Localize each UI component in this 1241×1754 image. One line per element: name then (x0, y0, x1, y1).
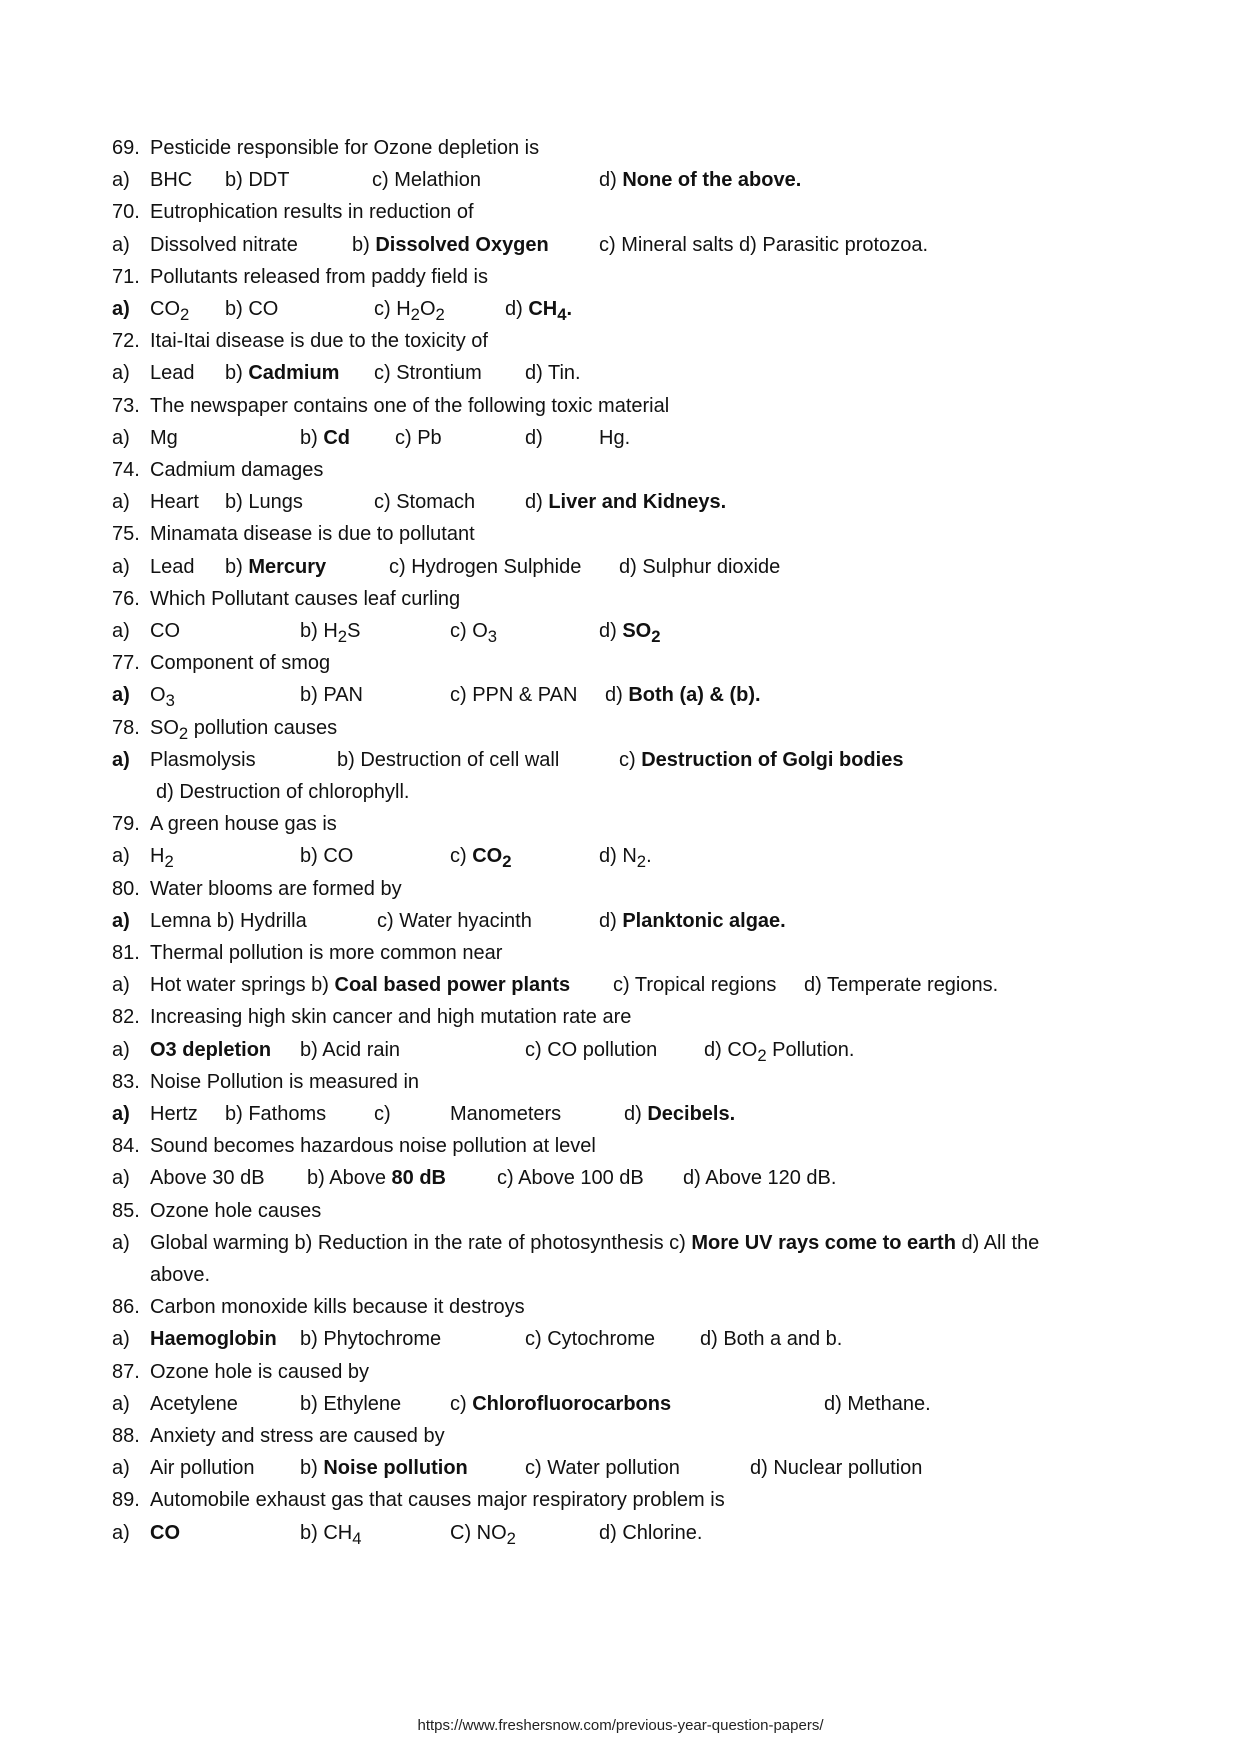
option: Lead (150, 362, 195, 385)
option: Dissolved nitrate (150, 233, 298, 256)
option: c) (374, 1103, 391, 1125)
option: c) CO pollution (525, 1038, 658, 1061)
option: d) Sulphur dioxide (619, 555, 781, 578)
question-text: Automobile exhaust gas that causes major respiratory problem is (150, 1489, 725, 1512)
option: d) Tin. (525, 362, 581, 385)
question-number: 73. (112, 394, 140, 417)
option-label: a) (112, 1038, 130, 1061)
question-text: Component of smog (150, 652, 331, 675)
question-text: Thermal pollution is more common near (150, 942, 503, 964)
option-continuation: d) Destruction of chlorophyll. (156, 781, 410, 803)
option: Lead (150, 555, 195, 578)
question-text: Increasing high skin cancer and high mutation rate are (150, 1006, 632, 1029)
option: C) $NO_2$ (450, 1521, 516, 1548)
option-label: a) (112, 1103, 130, 1125)
option-label: a) (112, 845, 130, 868)
question-number: 71. (112, 265, 140, 288)
option: BHC (150, 169, 193, 192)
question-number: 77. (112, 652, 140, 675)
question-text: Water blooms are formed by (150, 877, 402, 900)
option: b) Cd (300, 426, 351, 449)
option: b) PAN (300, 684, 363, 707)
option: c) Hydrogen Sulphide (389, 555, 582, 578)
option: b) CO (300, 845, 354, 868)
option: d) Planktonic algae. (599, 909, 786, 932)
option: c) Destruction of Golgi bodies (619, 748, 904, 771)
option: Hertz (150, 1103, 198, 1125)
option-label: a) (112, 298, 130, 320)
option: c) Stomach (374, 491, 476, 514)
option: b) Above 80 dB (307, 1167, 446, 1190)
question-text: Pesticide responsible for Ozone depletion is (150, 137, 540, 159)
question-number: 80. (112, 877, 140, 900)
option: c) $CO_2$ (450, 845, 512, 872)
option: d) None of the above. (599, 169, 802, 192)
question-number: 84. (112, 1135, 140, 1158)
question-text: Sound becomes hazardous noise pollution at level (150, 1135, 596, 1158)
option: $O_3$ (150, 684, 175, 711)
question-text: Ozone hole is caused by (150, 1360, 370, 1383)
option: d) Both (a) & (b). (605, 684, 761, 707)
option-continuation: above. (150, 1264, 211, 1286)
question-text: Anxiety and stress are caused by (150, 1425, 445, 1447)
option: Air pollution (150, 1457, 255, 1480)
option-label: a) (112, 491, 130, 514)
option: c) Melathion (372, 169, 481, 192)
option: c) Cytochrome (525, 1328, 656, 1351)
question-number: 89. (112, 1489, 140, 1512)
question-number: 72. (112, 330, 140, 353)
option: Manometers (450, 1103, 562, 1125)
option: c) Mineral salts d) Parasitic protozoa. (599, 233, 929, 256)
footer-url: https://www.freshersnow.com/previous-year-question-papers/ (417, 1717, 824, 1734)
option: d) $SO_2$ (599, 620, 661, 646)
question-number: 82. (112, 1006, 140, 1029)
question-text: $SO_2$ pollution causes (150, 716, 338, 743)
option: CO (150, 1521, 180, 1544)
option: c) Water hyacinth (377, 909, 532, 932)
option-label: a) (112, 1457, 130, 1480)
option: d) Temperate regions. (804, 974, 999, 997)
option: b) Destruction of cell wall (337, 748, 560, 771)
option-label: a) (112, 684, 130, 707)
option: Heart (150, 491, 199, 514)
option: Hot water springs b) Coal based power plants (150, 974, 571, 997)
option: b) Dissolved Oxygen (352, 233, 549, 256)
option-label: a) (112, 1392, 130, 1415)
option: c) $H_2O_2$ (374, 298, 445, 324)
option-label: a) (112, 362, 130, 385)
option: d) $CH_4$. (505, 298, 573, 324)
option: d) Both a and b. (700, 1328, 843, 1351)
question-number: 86. (112, 1296, 140, 1319)
option: $CO_2$ (150, 298, 190, 324)
option-label: a) (112, 974, 130, 997)
option: d) Methane. (824, 1392, 931, 1415)
option: b) $CH_4$ (300, 1521, 362, 1548)
question-number: 69. (112, 137, 140, 159)
option: Plasmolysis (150, 748, 256, 771)
question-text: Carbon monoxide kills because it destroys (150, 1296, 525, 1319)
option: Mg (150, 426, 178, 449)
option: Lemna b) Hydrilla (150, 909, 307, 932)
option: b) Mercury (225, 555, 327, 578)
option: c) Strontium (374, 362, 482, 385)
option: CO (150, 620, 180, 642)
question-text: Ozone hole causes (150, 1199, 322, 1222)
option: b) Fathoms (225, 1103, 327, 1125)
question-number: 75. (112, 523, 140, 546)
option-label: a) (112, 1328, 130, 1351)
option-label: a) (112, 748, 130, 771)
option: b) CO (225, 298, 279, 320)
option: Above 30 dB (150, 1167, 265, 1190)
option: c) Pb (395, 426, 442, 449)
question-text: The newspaper contains one of the following toxic material (150, 394, 670, 417)
option: c) $O_3$ (450, 620, 498, 646)
option-label: a) (112, 426, 130, 449)
option: d) Decibels. (624, 1103, 736, 1125)
option-label: a) (112, 1521, 130, 1544)
option: b) Noise pollution (300, 1457, 468, 1480)
question-number: 85. (112, 1199, 140, 1222)
question-number: 78. (112, 716, 140, 739)
option: b) Ethylene (300, 1392, 402, 1415)
question-text: Eutrophication results in reduction of (150, 201, 474, 224)
question-number: 87. (112, 1360, 140, 1383)
option: c) Above 100 dB (497, 1167, 644, 1190)
option: Haemoglobin (150, 1328, 277, 1351)
option: $H_2$ (150, 845, 174, 872)
question-text: Which Pollutant causes leaf curling (150, 587, 461, 610)
option: d) Nuclear pollution (750, 1457, 923, 1480)
question-number: 88. (112, 1425, 140, 1447)
question-text: Itai-Itai disease is due to the toxicity of (150, 330, 488, 353)
option: Global warming b) Reduction in the rate of photosynthesis c) More UV rays come to earth d) All the (150, 1231, 1040, 1254)
question-number: 81. (112, 942, 140, 964)
option-label: a) (112, 620, 130, 642)
question-number: 79. (112, 813, 140, 836)
option: d) $N_2$. (599, 845, 652, 872)
option: d) $CO_2$ Pollution. (704, 1038, 855, 1065)
option-label: a) (112, 233, 130, 256)
option: b) $H_2S$ (300, 620, 361, 646)
option: b) Phytochrome (300, 1328, 442, 1351)
option: b) DDT (225, 169, 290, 192)
question-text: Minamata disease is due to pollutant (150, 523, 475, 546)
option: c) Chlorofluorocarbons (450, 1392, 672, 1415)
option: d) (525, 426, 543, 449)
option: b) Lungs (225, 491, 303, 514)
option: Acetylene (150, 1392, 238, 1415)
option: d) Liver and Kidneys. (525, 491, 727, 514)
option: c) Tropical regions (613, 974, 777, 997)
option-label: a) (112, 1231, 130, 1254)
option: b) Acid rain (300, 1038, 401, 1061)
question-number: 70. (112, 201, 140, 224)
option-label: a) (112, 555, 130, 578)
option-label: a) (112, 909, 130, 932)
option: O3 depletion (150, 1038, 272, 1061)
question-text: A green house gas is (150, 813, 337, 836)
option: d) Chlorine. (599, 1521, 703, 1544)
option: d) Above 120 dB. (683, 1167, 837, 1190)
option: c) PPN & PAN (450, 684, 578, 707)
question-number: 83. (112, 1070, 140, 1093)
option: c) Water pollution (525, 1457, 680, 1480)
option: b) Cadmium (225, 362, 340, 385)
option: Hg. (599, 426, 631, 449)
question-text: Noise Pollution is measured in (150, 1070, 420, 1093)
question-number: 74. (112, 459, 140, 481)
question-number: 76. (112, 587, 140, 610)
option-label: a) (112, 169, 130, 192)
question-text: Cadmium damages (150, 459, 324, 481)
option-label: a) (112, 1167, 130, 1190)
question-text: Pollutants released from paddy field is (150, 265, 488, 288)
